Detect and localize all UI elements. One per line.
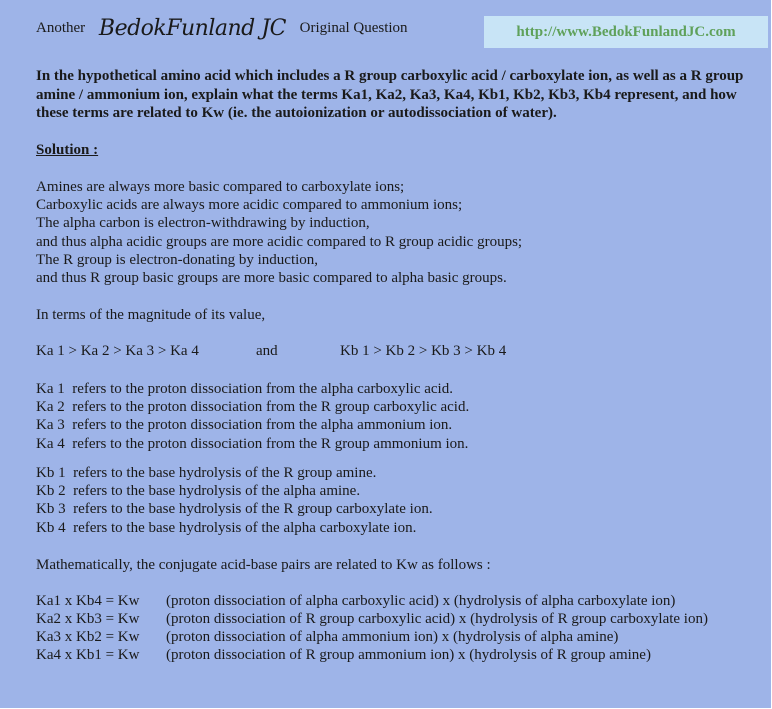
intro-line: The R group is electron-donating by induction, (36, 251, 319, 268)
intro-line: Amines are always more basic compared to carboxylate ions; (36, 179, 405, 195)
kb-definition (36, 519, 433, 537)
relation-intro (36, 556, 491, 574)
url-box[interactable] (484, 16, 768, 48)
intro-line: The alpha carbon is electron-withdrawing by induction, (36, 215, 370, 232)
ka-definition (36, 416, 469, 434)
solution-title: Solution : (36, 142, 99, 158)
ka-term: Ka 4 (36, 435, 65, 452)
magnitude-line (36, 306, 265, 324)
ka-term: Ka 2 (36, 399, 65, 416)
kb-definition (36, 482, 433, 500)
kb-term: Kb 3 (36, 501, 66, 518)
relation-lhs: Ka1 x Kb4 = Kw (36, 593, 140, 609)
kb-definition (36, 464, 433, 482)
relation-rhs: (proton dissociation of R group ammonium ion) x (hydrolysis of R group amine) (166, 647, 651, 663)
kb-term: Kb 1 (36, 465, 66, 481)
ka-definition (36, 380, 469, 398)
kb-desc: refers to the base hydrolysis of the alpha carboxylate ion. (73, 519, 417, 536)
magnitude-text: In terms of the magnitude of its value, (36, 307, 266, 323)
relation-row (36, 647, 651, 664)
kb-definitions (36, 464, 433, 537)
relation-rhs: (proton dissociation of alpha ammonium ion) x (hydrolysis of alpha amine) (166, 629, 619, 645)
question-text: In the hypothetical amino acid which includes a R group carboxylic acid / carboxylate ion, as well as a R group amine / ammonium ion, explain what the terms Ka1, Ka2, Ka3, Ka4, Kb1, Kb2, Kb3, Kb4 represent, and how these terms are related to Kw (ie. the autoionization or autodissociation of water). (36, 68, 744, 121)
relation-row (36, 629, 618, 646)
intro-line: and thus R group basic groups are more basic compared to alpha basic groups. (36, 270, 507, 287)
ka-definition (36, 398, 469, 416)
header-suffix: Original Question (299, 20, 408, 36)
ka-term: Ka 3 (36, 417, 65, 434)
kb-desc: refers to the base hydrolysis of the R group amine. (73, 465, 377, 481)
kb-desc: refers to the base hydrolysis of the R group carboxylate ion. (73, 501, 433, 518)
ka-definitions (36, 380, 469, 453)
kb-inequality: Kb 1 > Kb 2 > Kb 3 > Kb 4 (340, 343, 507, 359)
ka-desc: refers to the proton dissociation from the R group ammonium ion. (72, 435, 469, 452)
relation-rhs: (proton dissociation of alpha carboxylic acid) x (hydrolysis of alpha carboxylate ion) (166, 593, 676, 609)
relation-intro-text: Mathematically, the conjugate acid-base pairs are related to Kw as follows : (36, 557, 491, 573)
relation-lhs: Ka2 x Kb3 = Kw (36, 611, 140, 627)
relation-row (36, 611, 708, 628)
relation-rhs: (proton dissociation of R group carboxylic acid) x (hydrolysis of R group carboxylate ion) (166, 611, 708, 627)
url-link[interactable]: http://www.BedokFunlandJC.com (516, 24, 736, 40)
intro-block (36, 178, 522, 287)
ka-term: Ka 1 (36, 381, 65, 397)
and-word: and (256, 343, 278, 359)
ka-desc: refers to the proton dissociation from the R group carboxylic acid. (72, 399, 470, 416)
header-prefix: Another (36, 20, 86, 36)
kb-term: Kb 2 (36, 483, 66, 500)
relation-lhs: Ka4 x Kb1 = Kw (36, 647, 140, 663)
relation-row (36, 593, 675, 610)
intro-line: and thus alpha acidic groups are more acidic compared to R group acidic groups; (36, 233, 523, 250)
intro-line: Carboxylic acids are always more acidic compared to ammonium ions; (36, 197, 463, 214)
ka-desc: refers to the proton dissociation from the alpha carboxylic acid. (72, 381, 453, 397)
ka-definition (36, 435, 469, 453)
kb-desc: refers to the base hydrolysis of the alpha amine. (73, 483, 361, 500)
ka-desc: refers to the proton dissociation from the alpha ammonium ion. (72, 417, 453, 434)
header (36, 16, 408, 48)
logo: BedokFunland JC (98, 16, 286, 41)
relation-lhs: Ka3 x Kb2 = Kw (36, 629, 140, 645)
kb-definition (36, 500, 433, 518)
ka-inequality: Ka 1 > Ka 2 > Ka 3 > Ka 4 (36, 343, 199, 359)
kb-term: Kb 4 (36, 519, 66, 536)
